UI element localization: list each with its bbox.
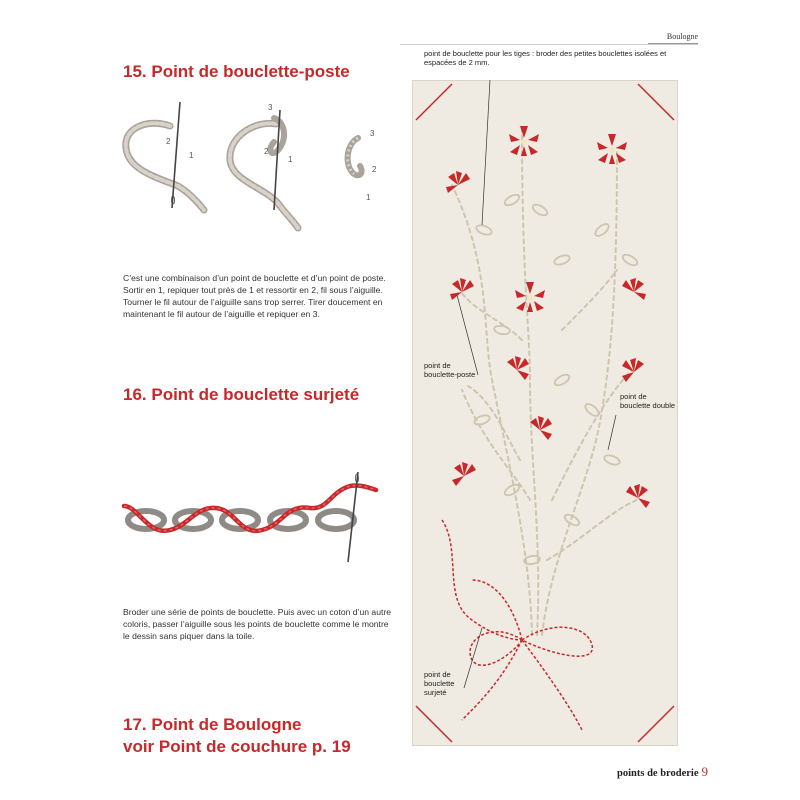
- step-1-illustration: [126, 102, 204, 210]
- label-2: 2: [264, 147, 269, 156]
- section-15-text: C’est une combinaison d’un point de bouclette et d’un point de poste. Sortir en 1, repiquer tout près de 1 et ressortir en 2, fil sous l’aiguille. Tourner le fil autour de l’aiguille sans trop serrer. Tirer doucement en maintenant le fil autour de l’aiguille et repiquer en 3.: [123, 273, 386, 319]
- section-17-title-line2: voir Point de couchure p. 19: [123, 737, 351, 756]
- section-tag: Boulogne: [648, 32, 698, 44]
- section-16-text: Broder une série de points de bouclette. Puis avec un coton d’un autre coloris, passer l’aiguille sous les points de bouclette comme le montre le dessin sans piquer dans la toile.: [123, 607, 392, 641]
- label-1: 1: [288, 155, 293, 164]
- label-1: 1: [189, 151, 194, 160]
- annotation-poste: point de bouclette-poste: [424, 361, 476, 379]
- section-16-title: 16. Point de bouclette surjeté: [123, 385, 360, 404]
- section-17-title: [123, 714, 351, 758]
- annotation-pointers: [412, 80, 678, 746]
- label-3: 3: [370, 129, 375, 138]
- step-2-illustration: [230, 103, 298, 228]
- section-17-title-line1: 17. Point de Boulogne: [123, 715, 302, 734]
- annotation-stems: point de bouclette pour les tiges : broder des petites bouclettes isolées et espacées de 2 mm.: [424, 49, 667, 67]
- header-rule: [400, 44, 698, 45]
- label-2: 2: [372, 165, 377, 174]
- annotation-surjete: point de bouclette surjeté: [424, 670, 455, 697]
- embroidery-photo: [412, 80, 678, 746]
- section-15-title: 15. Point de bouclette-poste: [123, 62, 350, 81]
- bouclette-poste-diagram: [118, 98, 318, 238]
- footer-label: points de broderie: [617, 768, 699, 779]
- label-3: 3: [268, 103, 273, 112]
- label-2: 2: [166, 137, 171, 146]
- annotation-double: point de bouclette double: [620, 392, 676, 410]
- page-footer: [617, 764, 708, 780]
- page-number: 9: [701, 764, 708, 779]
- label-1: 1: [366, 193, 371, 202]
- bouclette-surjete-diagram: [118, 466, 388, 566]
- finished-stitch-diagram: [340, 128, 380, 208]
